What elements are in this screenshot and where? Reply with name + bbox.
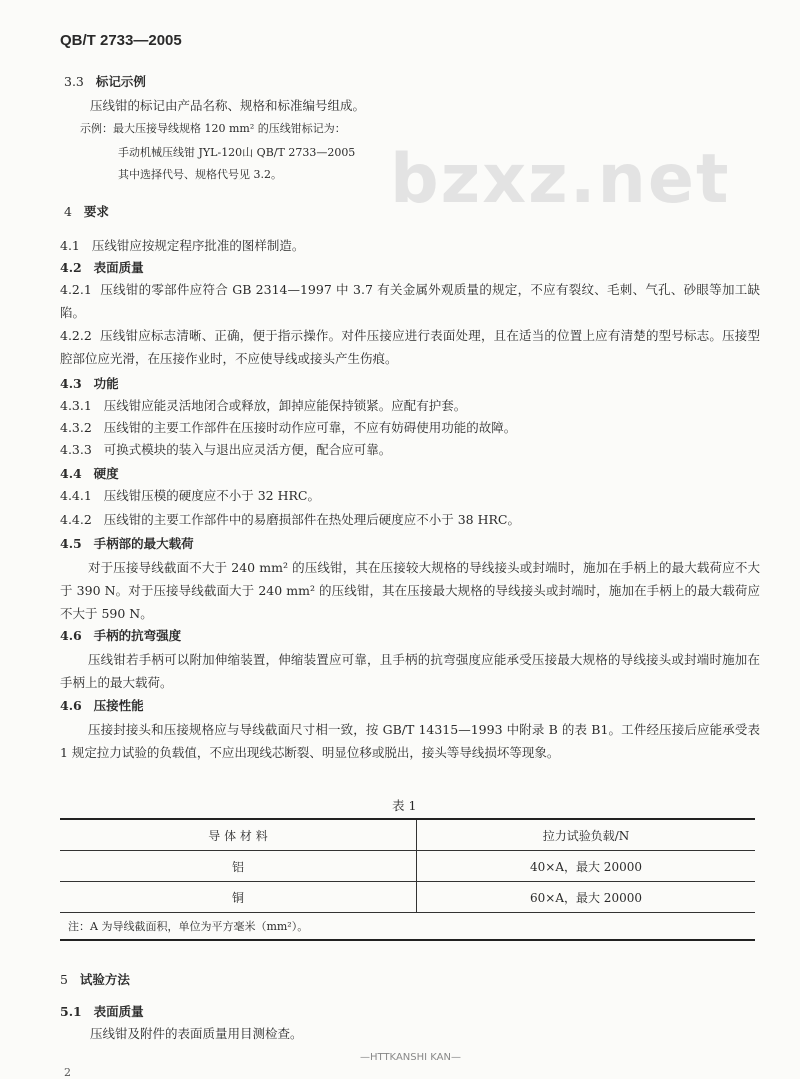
section-title: 压接性能 [93, 698, 144, 713]
clause-4-3-1 [60, 396, 466, 414]
tensile-test-table [60, 818, 755, 941]
clause-4-6-performance-text: 压接封接头和压接规格应与导线截面尺寸相一致，按 GB/T 14315—1993 中附录 B 的表 B1。工件经压接后应能承受表 1 规定拉力试验的负载值，不应出现线芯断裂、明显位移或脱出，接头等导线损坏等现象。 [60, 722, 760, 760]
clause-4-6-text: 压线钳若手柄可以附加伸缩装置，伸缩装置应可靠，且手柄的抗弯强度应能承受压接最大规格的导线接头或封端时施加在手柄上的最大载荷。 [60, 652, 760, 690]
table-note: 注：A 为导线截面积，单位为平方毫米（mm²）。 [60, 913, 755, 941]
section-4-4-heading [60, 464, 119, 482]
clause-text: 压线钳压模的硬度应不小于 32 HRC。 [103, 488, 320, 503]
page-number: 2 [64, 1066, 71, 1079]
clause-4-2-2 [60, 324, 760, 370]
section-number: 3.3 [64, 74, 84, 89]
section-4-5-heading [60, 534, 194, 552]
table-cell-load: 40×A，最大 20000 [417, 851, 756, 882]
section-title: 功能 [93, 376, 119, 391]
clause-number: 4.3.2 [60, 420, 92, 435]
clause-4-4-1 [60, 486, 320, 504]
watermark: bzxz.net [390, 140, 731, 219]
section-4-2-heading [60, 258, 144, 276]
section-number: 4.6 [60, 698, 82, 713]
clause-number: 4.2.2 [60, 328, 92, 343]
section-title: 手柄部的最大载荷 [93, 536, 194, 551]
section-number: 4.3 [60, 376, 82, 391]
table-row [60, 882, 755, 913]
section-5-1-heading [60, 1002, 144, 1020]
table-cell-material: 铜 [60, 882, 417, 913]
clause-4-1 [60, 236, 304, 254]
clause-text: 压线钳应按规定程序批准的图样制造。 [91, 238, 305, 253]
clause-number: 4.3.1 [60, 398, 92, 413]
example-marking: 手动机械压线钳 JYL-120山 QB/T 2733—2005 [118, 146, 356, 159]
section-4-6-heading [60, 626, 181, 644]
section-title: 试验方法 [79, 972, 130, 987]
example-note: 其中选择代号、规格代号见 3.2。 [118, 168, 282, 181]
clause-4-2-1 [60, 278, 760, 324]
table-header-load: 拉力试验负载/N [417, 819, 756, 851]
section-number: 4.2 [60, 260, 82, 275]
section-3-3-heading [64, 72, 146, 90]
section-number: 5.1 [60, 1004, 82, 1019]
table-header-row [60, 819, 755, 851]
page-footer: —HTTKANSHI KAN— [360, 1052, 461, 1063]
clause-number: 4.4.1 [60, 488, 92, 503]
section-number: 4.6 [60, 628, 82, 643]
table-row [60, 851, 755, 882]
clause-4-3-3 [60, 440, 391, 458]
clause-number: 4.3.3 [60, 442, 92, 457]
table-caption: 表 1 [392, 798, 417, 813]
paragraph: 压线钳的标记由产品名称、规格和标准编号组成。 [90, 98, 366, 113]
section-number: 4.5 [60, 536, 82, 551]
clause-text: 压线钳的主要工作部件中的易磨损部件在热处理后硬度应不小于 38 HRC。 [103, 512, 520, 527]
clause-4-5-text: 对于压接导线截面不大于 240 mm² 的压线钳，其在压接较大规格的导线接头或封端时，施加在手柄上的最大载荷应不大于 390 N。对于压接导线截面大于 240 mm² 的压线钳，其在压接最大规格的导线接头或封端时，施加在手柄上的最大载荷应不大于 590 N。 [60, 560, 760, 621]
section-title: 表面质量 [93, 1004, 144, 1019]
example-text: 示例：最大压接导线规格 120 mm² 的压线钳标记为： [80, 122, 346, 135]
clause-4-4-2 [60, 510, 520, 528]
table-cell-material: 铝 [60, 851, 417, 882]
clause-number: 4.1 [60, 238, 80, 253]
section-number: 5 [60, 972, 68, 987]
section-4-6-performance-heading [60, 696, 144, 714]
clause-5-1-text: 压线钳及附件的表面质量用目测检查。 [90, 1026, 303, 1041]
table-note-row [60, 913, 755, 941]
clause-text: 压线钳的零部件应符合 GB 2314—1997 中 3.7 有关金属外观质量的规定，不应有裂纹、毛刺、气孔、砂眼等加工缺陷。 [60, 282, 761, 320]
clause-text: 压线钳应标志清晰、正确，便于指示操作。对件压接应进行表面处理，且在适当的位置上应有清楚的型号标志。压接型腔部位应光滑，在压接作业时，不应使导线或接头产生伤痕。 [60, 328, 760, 366]
clause-number: 4.2.1 [60, 282, 92, 297]
clause-text: 压线钳的主要工作部件在压接时动作应可靠，不应有妨碍使用功能的故障。 [103, 420, 517, 435]
section-5-heading [60, 970, 130, 988]
section-title: 要求 [83, 204, 109, 219]
section-number: 4.4 [60, 466, 82, 481]
table-cell-load: 60×A，最大 20000 [417, 882, 756, 913]
table-header-material: 导 体 材 料 [60, 819, 417, 851]
section-title: 手柄的抗弯强度 [93, 628, 182, 643]
section-4-3-heading [60, 374, 119, 392]
section-title: 标记示例 [95, 74, 146, 89]
section-number: 4 [64, 204, 72, 219]
standard-header: QB/T 2733—2005 [60, 32, 182, 49]
section-title: 硬度 [93, 466, 119, 481]
section-4-heading [64, 202, 109, 220]
section-title: 表面质量 [93, 260, 144, 275]
clause-text: 可换式模块的装入与退出应灵活方便，配合应可靠。 [103, 442, 392, 457]
clause-number: 4.4.2 [60, 512, 92, 527]
clause-4-3-2 [60, 418, 516, 436]
clause-text: 压线钳应能灵活地闭合或释放，卸掉应能保持锁紧。应配有护套。 [103, 398, 467, 413]
